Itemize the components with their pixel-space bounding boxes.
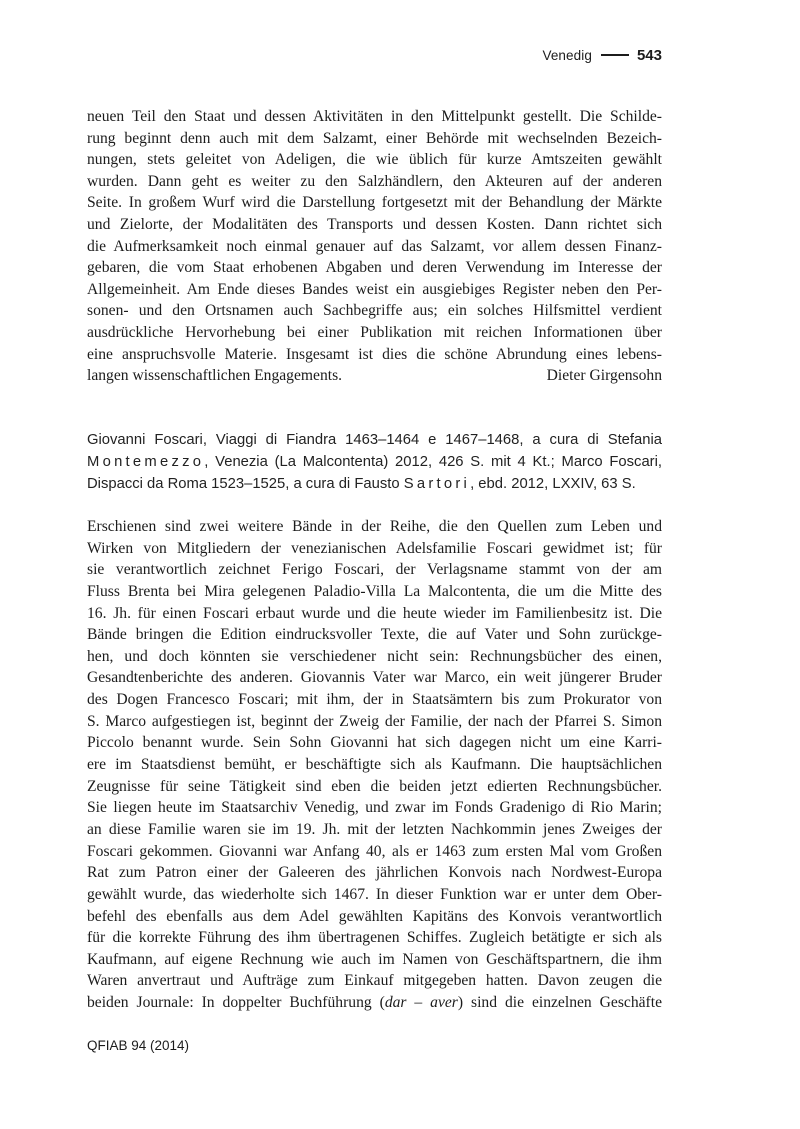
body-line: Wirken von Mitgliedern der venezianischen Adelsfamilie Foscari gewidmet ist; für xyxy=(87,539,662,557)
body-line: Fluss Brenta bei Mira gelegenen Paladio-Villa La Malcontenta, die um die Mitte des xyxy=(87,582,662,600)
body-line: an diese Familie waren sie im 19. Jh. mit der letzten Nachkommin jenes Zweiges der xyxy=(87,820,662,838)
body-line: Seite. In großem Wurf wird die Darstellung fortgesetzt mit der Behandlung der Märkte xyxy=(87,194,662,212)
editor-name: Montemezzo xyxy=(87,454,205,470)
citation-line: Giovanni Foscari, Viaggi di Fiandra 1463–1464 e 1467–1468, a cura di Stefania xyxy=(87,432,662,448)
citation-line xyxy=(87,451,662,473)
body-line: Bände bringen die Edition eindrucksvoller Texte, die auf Vater und Sohn zurückge- xyxy=(87,626,662,644)
body-line: Erschienen sind zwei weitere Bände in der Reihe, die den Quellen zum Leben und xyxy=(87,518,662,535)
body-line: eine anspruchsvolle Materie. Insgesamt ist dies die schöne Abrundung eines lebens- xyxy=(87,345,662,363)
body-line: sonen- und den Ortsnamen auch Sachbegriffe aus; ein solches Hilfsmittel verdient xyxy=(87,302,662,320)
citation-text: , Venezia (La Malcontenta) 2012, 426 S. mit 4 Kt.; Marco Foscari, xyxy=(204,454,662,470)
body-line: neuen Teil den Staat und dessen Aktivitäten in den Mittelpunkt gestellt. Die Schilde- xyxy=(87,108,662,125)
body-line: langen wissenschaftlichen Engagements. xyxy=(87,367,343,385)
body-line: nungen, stets geleitet von Adeligen, die wie üblich für kurze Amtszeiten gewählt xyxy=(87,151,662,169)
review-1-tail-paragraph xyxy=(87,106,662,387)
body-line: hen, und doch könnten sie verschiedener nicht sein: Rechnungsbücher des einen, xyxy=(87,647,662,665)
body-text: beiden Journale: In doppelter Buchführung ( xyxy=(87,994,385,1012)
body-line: Zeugnisse für seine Tätigkeit sind eben die beiden jetzt edierten Rechnungsbücher. xyxy=(87,777,662,795)
body-line: wurden. Dann geht es weiter zu den Salzhändlern, den Akteuren auf der anderen xyxy=(87,172,662,190)
body-line: 16. Jh. für einen Foscari erbaut wurde und die heute wieder im Familienbesitz ist. Die xyxy=(87,604,662,622)
review-2-citation xyxy=(87,429,662,495)
journal-footer: QFIAB 94 (2014) xyxy=(87,1038,190,1053)
editor-name: Sartori xyxy=(403,476,471,492)
body-line: die Aufmerksamkeit noch einmal genauer auf das Salzamt, vor allem dessen Finanz- xyxy=(87,237,662,255)
body-line: rung beginnt denn auch mit dem Salzamt, einer Behörde mit wechselnden Bezeich- xyxy=(87,129,662,147)
page-number: 543 xyxy=(636,46,662,64)
body-line: Piccolo benannt wurde. Sein Sohn Giovanni hat sich dagegen nicht um eine Karri- xyxy=(87,734,662,752)
body-line: und Zielorte, der Modalitäten des Transports und dessen Kosten. Dann richtet sich xyxy=(87,215,662,233)
header-rule xyxy=(601,54,629,57)
running-title: Venedig xyxy=(542,47,592,63)
body-line: Sie liegen heute im Staatsarchiv Venedig, und zwar im Fonds Gradenigo di Rio Marin; xyxy=(87,799,662,817)
body-line: S. Marco aufgestiegen ist, beginnt der Zweig der Familie, der nach der Pfarrei S. Simon xyxy=(87,712,662,730)
body-line: Gesandtenberichte des anderen. Giovannis Vater war Marco, ein weit jüngerer Bruder xyxy=(87,669,662,687)
body-line: Waren anvertraut und Aufträge zum Einkauf mitgegeben hatten. Davon zeugen die xyxy=(87,972,662,990)
citation-line xyxy=(87,473,662,495)
body-line: Allgemeinheit. Am Ende dieses Bandes weist ein ausgiebiges Register neben den Per- xyxy=(87,280,662,298)
running-header xyxy=(542,44,662,66)
body-text: ) sind die einzelnen Geschäfte xyxy=(457,994,662,1012)
citation-text: , ebd. 2012, LXXIV, 63 S. xyxy=(470,476,636,492)
body-line: befehl des ebenfalls aus dem Adel gewählten Kapitäns des Konvois verantwortlich xyxy=(87,907,662,925)
body-line: ausdrückliche Hervorhebung bei einer Publikation mit reichen Informationen über xyxy=(87,323,662,341)
body-last-line xyxy=(87,365,662,387)
body-line: gewählt wurde, das wiederholte sich 1467. In dieser Funktion war er unter dem Ober- xyxy=(87,885,662,903)
body-line: Rat zum Patron einer der Galeeren des jährlichen Konvois nach Nordwest-Europa xyxy=(87,864,662,882)
body-line: ere im Staatsdienst bemüht, er beschäftigte sich als Kaufmann. Die hauptsächlichen xyxy=(87,756,662,774)
reviewer-signature: Dieter Girgensohn xyxy=(546,367,662,385)
italic-term: aver xyxy=(430,994,458,1012)
body-line: sie verantwortlich zeichnet Ferigo Foscari, der Verlagsname stammt von der am xyxy=(87,561,662,579)
body-line: gebaren, die vom Staat erhobenen Abgaben und deren Verwendung im Interesse der xyxy=(87,259,662,277)
italic-term: dar xyxy=(384,994,407,1012)
body-line: des Dogen Francesco Foscari; mit ihm, der in Staatsämtern bis zum Prokurator von xyxy=(87,691,662,709)
body-line: Kaufmann, auf eigene Rechnung wie auch im Namen von Geschäftspartnern, die ihm xyxy=(87,950,662,968)
citation-text: Dispacci da Roma 1523–1525, a cura di Fausto xyxy=(87,476,400,492)
body-line: Foscari gekommen. Giovanni war Anfang 40, als er 1463 zum ersten Mal vom Großen xyxy=(87,842,662,860)
body-text: – xyxy=(406,994,431,1012)
review-2-paragraph xyxy=(87,516,662,1014)
body-line: für die korrekte Führung des ihm übertragenen Schiffes. Zugleich betätigte er sich als xyxy=(87,929,662,947)
body-line xyxy=(87,992,662,1014)
